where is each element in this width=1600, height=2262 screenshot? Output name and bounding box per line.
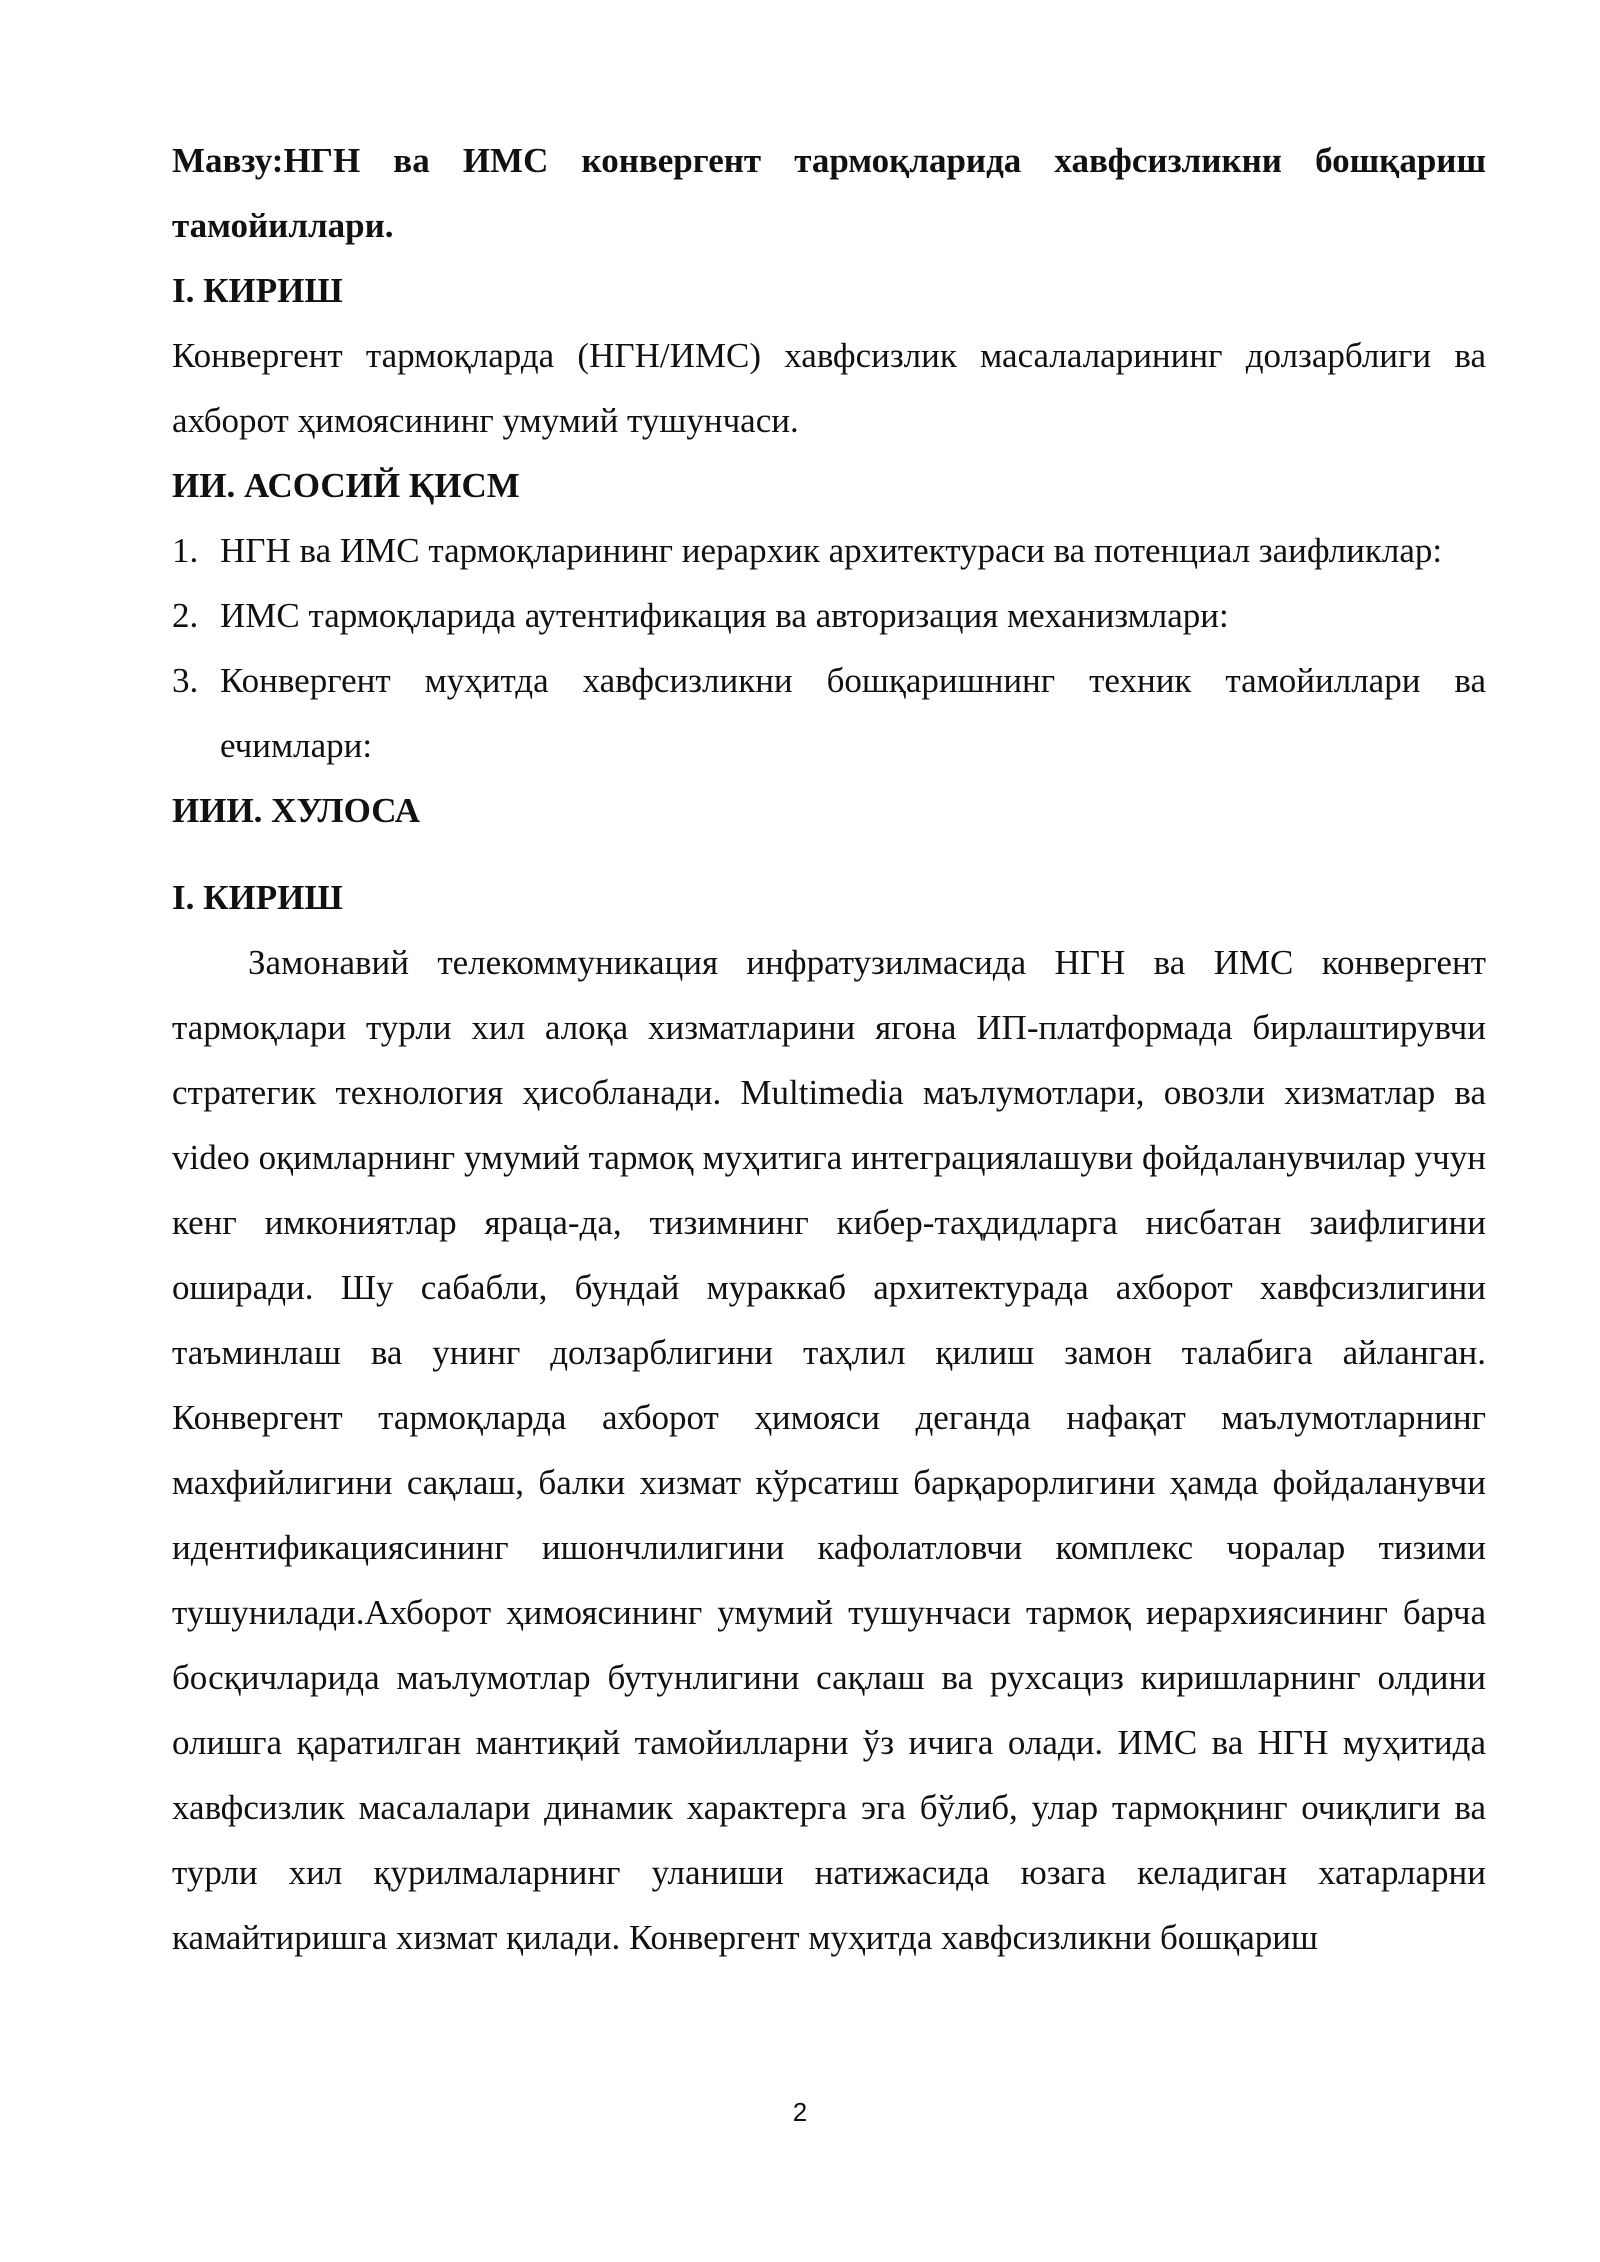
outline-intro-heading: I. КИРИШ — [172, 271, 343, 310]
page-number: 2 — [792, 2097, 808, 2127]
outline-item — [172, 583, 1486, 648]
document-page — [172, 128, 1486, 1970]
outline-item-text: Конвергент муҳитда хавфсизликни бошқаришнинг техник тамойиллари ва ечимлари: — [220, 661, 1486, 765]
outline-item-text: НГН ва ИМС тармоқларининг иерархик архитектураси ва потенциал заифликлар: — [220, 531, 1443, 570]
outline-list — [172, 518, 1486, 778]
outline-item — [172, 648, 1486, 778]
outline-item — [172, 518, 1486, 583]
outline-item-number: 2. — [172, 596, 199, 635]
outline-item-number: 1. — [172, 531, 199, 570]
outline-conclusion-heading: ИИИ. ХУЛОСА — [172, 791, 421, 830]
outline-intro-text: Конвергент тармоқларда (НГН/ИМС) хавфсизлик масалаларининг долзарблиги ва ахборот ҳимоясининг умумий тушунчаси. — [172, 336, 1486, 440]
section-body-paragraph: Замонавий телекоммуникация инфратузилмасида НГН ва ИМС конвергент тармоқлари турли хил алоқа хизматларини ягона ИП-платформада бирлаштирувчи стратегик технология ҳисобланади. Multimedia маълумотлари, овозли хизматлар ва video оқимларнинг умумий тармоқ муҳитига интеграциялашуви фойдаланувчилар учун кенг имкониятлар яраца-да, тизимнинг кибер-таҳдидларга нисбатан заифлигини оширади. Шу сабабли, бундай мураккаб архитектурада ахборот хавфсизлигини таъминлаш ва унинг долзарблигини таҳлил қилиш замон талабига айланган. Конвергент тармоқларда ахборот ҳимояси деганда нафақат маълумотларнинг махфийлигини сақлаш, балки хизмат кўрсатиш барқарорлигини ҳамда фойдаланувчи идентификациясининг ишончлилигини кафолатловчи комплекс чоралар тизими тушунилади.Ахборот ҳимоясининг умумий тушунчаси тармоқ иерархиясининг барча босқичларида маълумотлар бутунлигини сақлаш ва рухсациз киришларнинг олдини олишга қаратилган мантиқий тамойилларни ўз ичига олади. ИМС ва НГН муҳитида хавфсизлик масалалари динамик характерга эга бўлиб, улар тармоқнинг очиқлиги ва турли хил қурилмаларнинг уланиши натижасида юзага келадиган хатарларни камайтиришга хизмат қилади. Конвергент муҳитда хавфсизликни бошқариш — [172, 943, 1486, 1957]
outline-main-heading: ИИ. АСОСИЙ ҚИСМ — [172, 466, 520, 505]
outline-item-number: 3. — [172, 661, 199, 700]
outline-item-text: ИМС тармоқларида аутентификация ва авторизация механизмлари: — [220, 596, 1229, 635]
section-heading: I. КИРИШ — [172, 878, 343, 917]
document-title: Мавзу:НГН ва ИМС конвергент тармоқларида хавфсизликни бошқариш тамойиллари. — [172, 141, 1486, 245]
